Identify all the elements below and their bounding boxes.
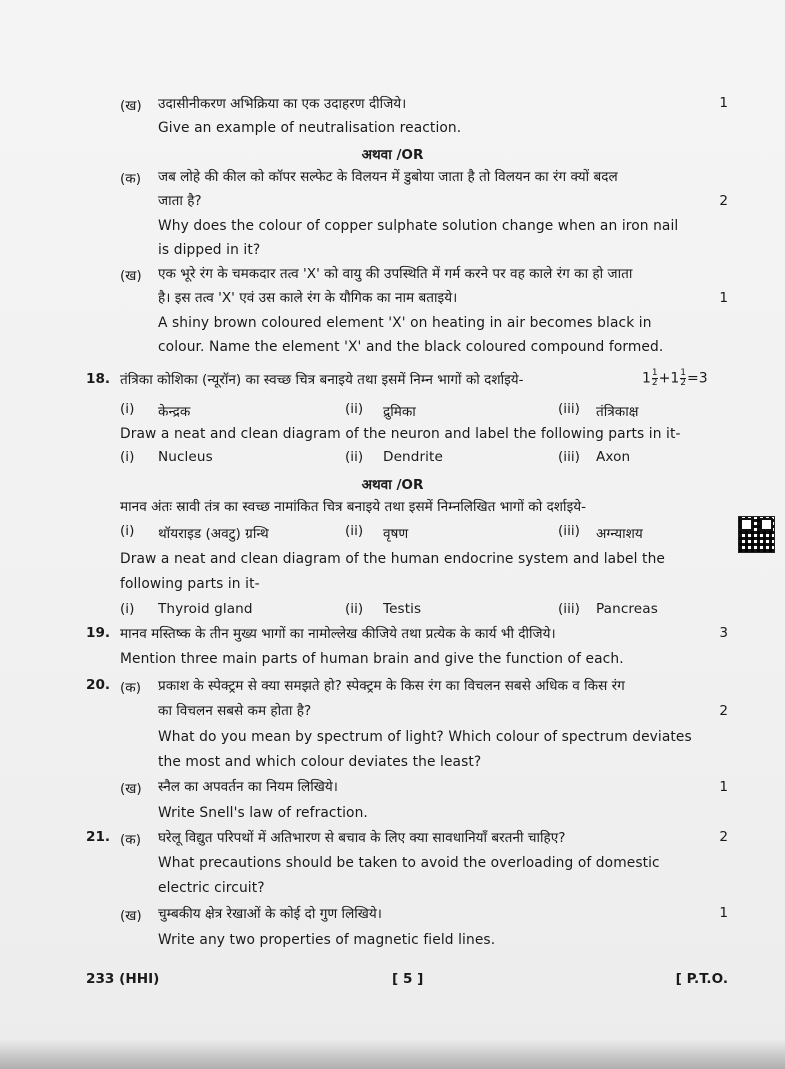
q18-alt-hi-opt-ii: वृषण	[383, 526, 409, 542]
q20-number: 20.	[86, 677, 111, 693]
q18-marks	[642, 369, 708, 388]
footer-pto: [ P.T.O.	[675, 971, 728, 987]
q18-alt-hi-opt-i: थॉयराइड (अवटु) ग्रन्थि	[158, 526, 269, 542]
q17-kha-hindi: उदासीनीकरण अभिक्रिया का एक उदाहरण दीजिये।	[158, 96, 407, 112]
q21-kha-marks: 1	[719, 905, 728, 921]
q18-alt-english-2: following parts in it-	[120, 576, 260, 592]
q18-en-opt-iii: Axon	[596, 449, 631, 465]
q18-hi-opt-iii: तंत्रिकाक्ष	[596, 404, 639, 420]
q21-ka-marks: 2	[719, 829, 728, 845]
q19-hindi: मानव मस्तिष्क के तीन मुख्य भागों का नामोल्लेख कीजिये तथा प्रत्येक के कार्य भी दीजिये।	[120, 626, 556, 642]
q17-ka-label: (क)	[120, 171, 142, 187]
q20-ka-hindi-1: प्रकाश के स्पेक्ट्रम से क्या समझते हो? स्पेक्ट्रम के किस रंग का विचलन सबसे अधिक व किस रंग	[158, 678, 625, 694]
q18-en-opt-i-label: (i)	[120, 449, 135, 465]
q18-marks-whole-1: 1	[642, 370, 651, 387]
q18-alt-hi-opt-i-label: (i)	[120, 523, 135, 539]
q18-hi-opt-i: केन्द्रक	[158, 404, 191, 420]
q18-alt-en-opt-ii-label: (ii)	[345, 601, 364, 617]
q18-alt-hi-opt-iii: अग्न्याशय	[596, 526, 643, 542]
q21-ka-english-2: electric circuit?	[158, 880, 265, 896]
q17-kha-english: Give an example of neutralisation reaction.	[158, 120, 462, 136]
q21-ka-english-1: What precautions should be taken to avoid the overloading of domestic	[158, 855, 660, 871]
q21-kha-hindi: चुम्बकीय क्षेत्र रेखाओं के कोई दो गुण लिखिये।	[158, 906, 382, 922]
q17-ka-hindi-1: जब लोहे की कील को कॉपर सल्फेट के विलयन में डुबोया जाता है तो विलयन का रंग क्यों बदल	[158, 169, 618, 185]
q18-marks-total: =3	[687, 370, 708, 387]
or-separator-2: अथवा /OR	[361, 477, 424, 493]
q17-kha2-english-2: colour. Name the element 'X' and the black coloured compound formed.	[158, 339, 664, 355]
q18-marks-fraction-2: $\frac{1}{2}$	[680, 368, 687, 388]
q21-ka-hindi: घरेलू विद्युत परिपथों में अतिभारण से बचाव के लिए क्या सावधानियाँ बरतनी चाहिए?	[158, 830, 566, 846]
q21-kha-english: Write any two properties of magnetic field lines.	[158, 932, 496, 948]
q21-kha-label: (ख)	[120, 908, 142, 924]
q20-ka-label: (क)	[120, 680, 142, 696]
q18-en-opt-i: Nucleus	[158, 449, 213, 465]
q18-hindi: तंत्रिका कोशिका (न्यूरॉन) का स्वच्छ चित्र बनाइये तथा इसमें निम्न भागों को दर्शाइये-	[120, 372, 524, 388]
q17-kha2-marks: 1	[719, 290, 728, 306]
q18-marks-fraction-1: $\frac{1}{2}$	[651, 368, 658, 388]
q18-alt-english-1: Draw a neat and clean diagram of the human endocrine system and label the	[120, 551, 666, 567]
q17-kha2-english-1: A shiny brown coloured element 'X' on heating in air becomes black in	[158, 315, 652, 331]
q19-english: Mention three main parts of human brain and give the function of each.	[120, 651, 624, 667]
q21-number: 21.	[86, 829, 111, 845]
q18-hi-opt-ii: द्रुमिका	[383, 404, 416, 420]
q18-english: Draw a neat and clean diagram of the neuron and label the following parts in it-	[120, 426, 681, 442]
q17-ka-english-2: is dipped in it?	[158, 242, 261, 258]
q20-ka-marks: 2	[719, 703, 728, 719]
q18-en-opt-ii: Dendrite	[383, 449, 443, 465]
q17-ka-marks: 2	[719, 193, 728, 209]
q18-alt-hi-opt-iii-label: (iii)	[558, 523, 580, 539]
q19-marks: 3	[719, 625, 728, 641]
q20-ka-hindi-2: का विचलन सबसे कम होता है?	[158, 703, 312, 719]
q18-alt-hindi: मानव अंतः स्रावी तंत्र का स्वच्छ नामांकित चित्र बनाइये तथा इसमें निम्नलिखित भागों को दर्शाइये-	[120, 499, 587, 515]
q18-hi-opt-iii-label: (iii)	[558, 401, 580, 417]
footer-paper-code: 233 (HHI)	[86, 971, 160, 987]
q21-ka-label: (क)	[120, 832, 142, 848]
q20-kha-hindi: स्नैल का अपवर्तन का नियम लिखिये।	[158, 779, 338, 795]
q18-en-opt-ii-label: (ii)	[345, 449, 364, 465]
q20-kha-marks: 1	[719, 779, 728, 795]
or-separator-1: अथवा /OR	[361, 147, 424, 163]
q18-marks-plus: +1	[658, 370, 680, 387]
q17-ka-hindi-2: जाता है?	[158, 193, 202, 209]
q18-en-opt-iii-label: (iii)	[558, 449, 580, 465]
q17-kha-marks: 1	[719, 95, 728, 111]
q17-ka-english-1: Why does the colour of copper sulphate solution change when an iron nail	[158, 218, 679, 234]
q18-alt-hi-opt-ii-label: (ii)	[345, 523, 364, 539]
qr-code-icon	[738, 516, 775, 553]
q17-kha2-label: (ख)	[120, 268, 142, 284]
q18-number: 18.	[86, 371, 111, 387]
q20-ka-english-1: What do you mean by spectrum of light? Which colour of spectrum deviates	[158, 729, 692, 745]
q20-ka-english-2: the most and which colour deviates the least?	[158, 754, 482, 770]
q20-kha-label: (ख)	[120, 781, 142, 797]
q18-alt-en-opt-ii: Testis	[383, 601, 422, 617]
q20-kha-english: Write Snell's law of refraction.	[158, 805, 368, 821]
q18-alt-en-opt-iii: Pancreas	[596, 601, 658, 617]
q18-alt-en-opt-i-label: (i)	[120, 601, 135, 617]
q18-hi-opt-ii-label: (ii)	[345, 401, 364, 417]
q19-number: 19.	[86, 625, 111, 641]
q18-hi-opt-i-label: (i)	[120, 401, 135, 417]
q17-kha-label: (ख)	[120, 98, 142, 114]
page-edge-shadow	[0, 1039, 785, 1069]
q17-kha2-hindi-2: है। इस तत्व 'X' एवं उस काले रंग के यौगिक का नाम बताइये।	[158, 290, 458, 306]
q18-alt-en-opt-i: Thyroid gland	[158, 601, 253, 617]
q17-kha2-hindi-1: एक भूरे रंग के चमकदार तत्व 'X' को वायु की उपस्थिति में गर्म करने पर वह काले रंग का हो जाता	[158, 266, 633, 282]
footer-page-number: [ 5 ]	[392, 971, 424, 987]
q18-alt-en-opt-iii-label: (iii)	[558, 601, 580, 617]
